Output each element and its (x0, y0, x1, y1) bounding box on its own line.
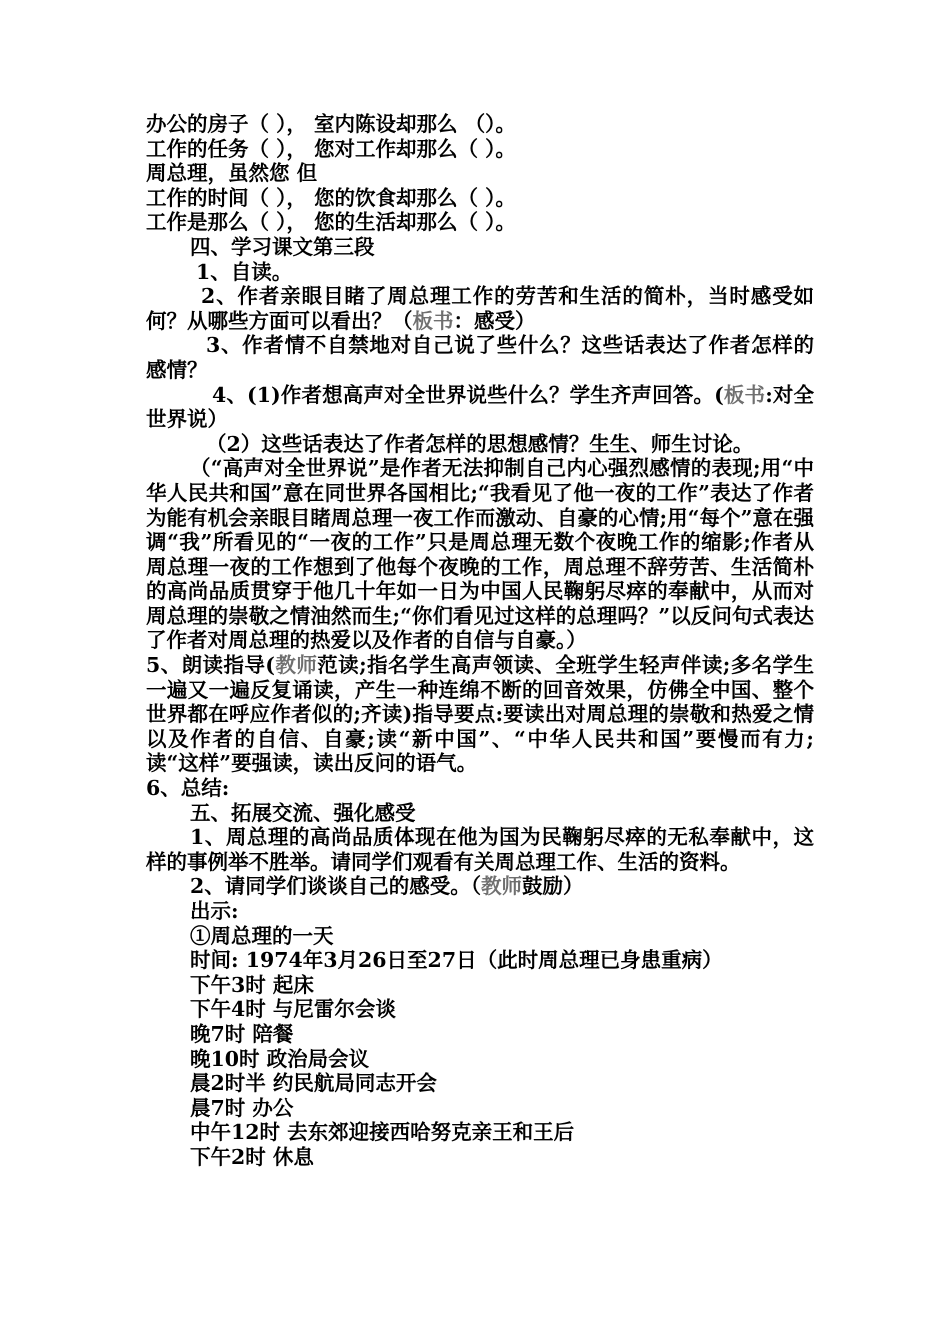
section-heading-5: 五、拓展交流、强化感受 (190, 800, 416, 825)
question-5: 5、朗读指导(教师范读;指名学生高声领读、全班学生轻声伴读;多名学生一遍又一遍反复诵读，产生一种连绵不断的回音效果，仿佛全中国、整个世界都在呼应作者似的;齐读)指导要点:要读出对周总理的崇敬和热爱之情以及作者的自信、自豪;读“新中国”、“中华人民共和国”要慢而有力;读“这样”要强读，读出反问的语气。 (146, 653, 815, 776)
show-label: 出示: (190, 899, 239, 923)
keyword-teacher: 教师 (275, 653, 318, 678)
schedule-item: 下午4时 与尼雷尔会谈 (190, 997, 396, 1022)
section-5-item-2: 2、请同学们谈谈自己的感受。（教师鼓励） (190, 874, 584, 899)
question-3: 3、作者情不自禁地对自己说了些什么？这些话表达了作者怎样的感情？ (146, 333, 814, 382)
text-line: 工作的时间（ ）， 您的饮食却那么（ ）。 (146, 185, 516, 210)
analysis-paragraph: （“高声对全世界说”是作者无法抑制自己内心强烈感情的表现;用“中华人民共和国”意在同世界各国相比;“我看见了他一夜的工作”表达了作者为能有机会亲眼目睹周总理一夜工作而激动、自豪的心情;用“每个”意在强调“我”所看见的“一夜的工作”只是周总理无数个夜晚工作的缩影;作者从周总理一夜的工作想到了他每个夜晚的工作，周总理不辞劳苦、生活简朴的高尚品质贯穿于他几十年如一日为中国人民鞠躬尽瘁的奉献中，从而对周总理的崇敬之情油然而生;“你们看见过这样的总理吗？”以反问句式表达了作者对周总理的热爱以及作者的自信与自豪。） (146, 456, 814, 653)
schedule-item: 下午2时 休息 (190, 1144, 314, 1169)
schedule-item: 晨2时半 约民航局同志开会 (190, 1071, 437, 1096)
schedule-item: 下午3时 起床 (190, 972, 314, 997)
keyword-board: 板书 (412, 308, 454, 333)
question-4-2: （2）这些话表达了作者怎样的思想感情？生生、师生讨论。 (206, 431, 754, 456)
question-6: 6、总结: (146, 776, 230, 801)
schedule-item: 晚10时 政治局会议 (190, 1046, 370, 1071)
text-line: 办公的房子（ ）， 室内陈设却那么 （）。 (146, 112, 516, 136)
question-4: 4、(1)作者想高声对全世界说些什么？学生齐声回答。(板书:对全世界说） (146, 382, 815, 432)
question-1: 1、自读。 (196, 259, 293, 284)
section-5-item-1: 1、周总理的高尚品质体现在他为国为民鞠躬尽瘁的无私奉献中，这样的事例举不胜举。请同学们观看有关周总理工作、生活的资料。 (146, 825, 814, 874)
schedule-item: 晚7时 陪餐 (190, 1021, 294, 1046)
question-2: 2、作者亲眼目睹了周总理工作的劳苦和生活的简朴，当时感受如何？从哪些方面可以看出？（板书：感受） (146, 284, 814, 333)
document-page (146, 112, 814, 1170)
text-line: 工作的任务（ ）， 您对工作却那么（ ）。 (146, 136, 516, 161)
text-line: 工作是那么（ ）， 您的生活却那么（ ）。 (146, 210, 516, 235)
keyword-board: 板书 (723, 382, 766, 407)
section-heading-4: 四、学习课文第三段 (190, 234, 375, 259)
day-title: ①周总理的一天 (190, 923, 334, 948)
schedule-item: 晨7时 办公 (190, 1095, 294, 1120)
time-line: 时间: 1974年3月26日至27日（此时周总理已身患重病） (190, 948, 723, 973)
schedule-item: 中午12时 去东郊迎接西哈努克亲王和王后 (190, 1120, 575, 1145)
keyword-teacher: 教师 (481, 874, 523, 899)
text-line: 周总理，虽然您 但 (146, 161, 318, 186)
